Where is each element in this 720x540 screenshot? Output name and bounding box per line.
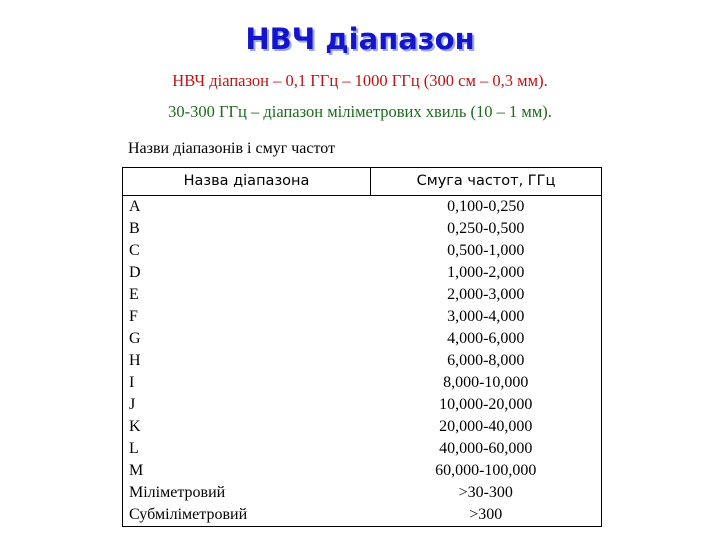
cell-band-name: H xyxy=(129,352,141,369)
cell-frequency-band: 2,000-3,000 xyxy=(447,286,525,303)
cell-band-name: E xyxy=(129,286,139,303)
table-row xyxy=(123,504,602,527)
cell-band-name: L xyxy=(129,440,139,457)
cell-frequency-band: 0,250-0,500 xyxy=(447,220,525,237)
cell-frequency-band: 3,000-4,000 xyxy=(447,308,525,325)
cell-frequency-band: 60,000-100,000 xyxy=(435,462,537,479)
cell-band-name: C xyxy=(129,242,140,259)
cell-band-name: Міліметровий xyxy=(129,484,226,501)
table-row xyxy=(123,482,602,504)
table-row xyxy=(123,372,602,394)
cell-band-name: G xyxy=(129,330,141,347)
cell-frequency-band: 6,000-8,000 xyxy=(447,352,525,369)
table-caption: Назви діапазонів і смуг частот xyxy=(128,140,336,157)
table-row xyxy=(123,262,602,284)
cell-frequency-band: 1,000-2,000 xyxy=(447,264,525,281)
table-row xyxy=(123,438,602,460)
cell-frequency-band: >30-300 xyxy=(458,484,513,501)
cell-band-name: Субміліметровий xyxy=(129,506,248,523)
table-row xyxy=(123,416,602,438)
table-row xyxy=(123,460,602,482)
cell-band-name: I xyxy=(129,374,135,391)
table-header-row xyxy=(123,168,602,196)
cell-frequency-band: 8,000-10,000 xyxy=(443,374,529,391)
range-summary-red: НВЧ діапазон – 0,1 ГГц – 1000 ГГц (300 см – 0,3 мм). xyxy=(172,71,548,90)
cell-frequency-band: >300 xyxy=(469,506,503,523)
column-header-frequency-band: Смуга частот, ГГц xyxy=(371,168,602,196)
table-row xyxy=(123,306,602,328)
cell-band-name: M xyxy=(129,462,144,479)
page-title: НВЧ діапазон xyxy=(245,22,475,56)
table-row xyxy=(123,284,602,306)
cell-band-name: D xyxy=(129,264,141,281)
cell-band-name: F xyxy=(129,308,138,325)
cell-frequency-band: 20,000-40,000 xyxy=(439,418,533,435)
table-body xyxy=(123,196,602,527)
cell-band-name: B xyxy=(129,220,140,237)
table-row xyxy=(123,350,602,372)
cell-band-name: J xyxy=(129,396,136,413)
cell-frequency-band: 40,000-60,000 xyxy=(439,440,533,457)
cell-frequency-band: 4,000-6,000 xyxy=(447,330,525,347)
table-row xyxy=(123,328,602,350)
cell-frequency-band: 0,100-0,250 xyxy=(447,198,525,215)
range-summary-green: 30-300 ГГц – діапазон міліметрових хвиль (10 – 1 мм). xyxy=(168,102,552,121)
table-row xyxy=(123,394,602,416)
cell-frequency-band: 0,500-1,000 xyxy=(447,242,525,259)
frequency-bands-table xyxy=(122,167,602,527)
cell-frequency-band: 10,000-20,000 xyxy=(439,396,533,413)
table-row xyxy=(123,196,602,219)
cell-band-name: K xyxy=(129,418,141,435)
table-row xyxy=(123,240,602,262)
column-header-band-name: Назва діапазона xyxy=(123,168,371,196)
table-row xyxy=(123,218,602,240)
cell-band-name: A xyxy=(129,198,141,215)
